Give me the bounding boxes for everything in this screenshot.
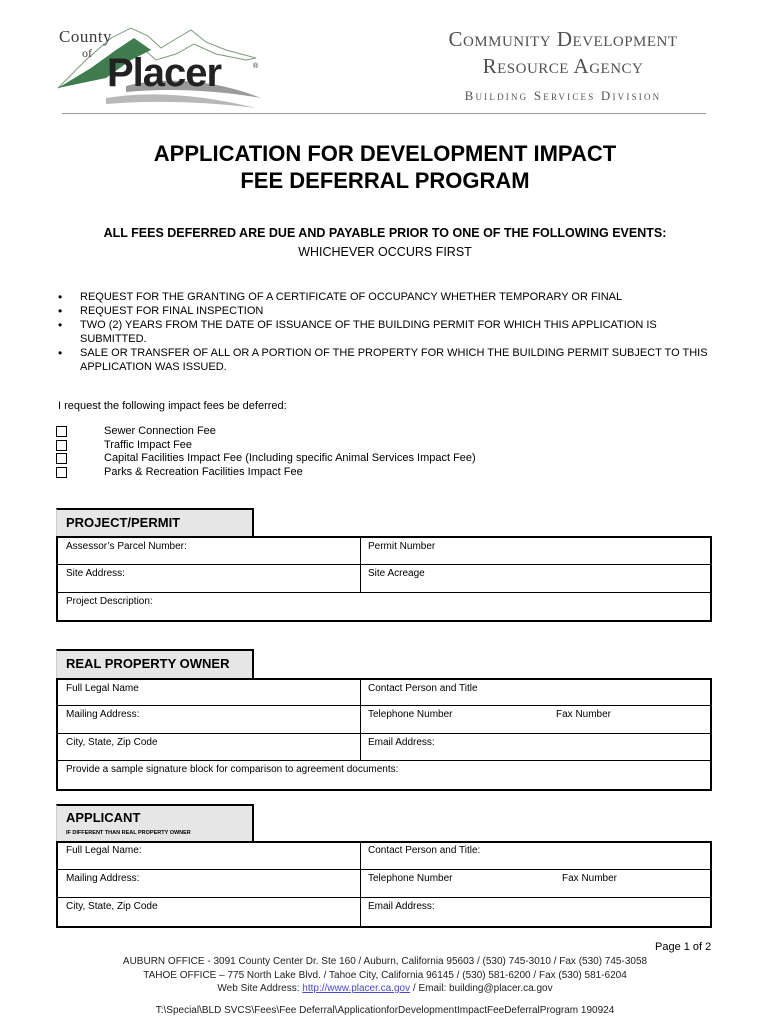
owner-contact-field[interactable]: Contact Person and Title (368, 683, 478, 694)
fee-option-parks (56, 466, 476, 480)
applicant-section-label (56, 804, 254, 842)
notice-subheading: WHICHEVER OCCURS FIRST (298, 245, 472, 259)
project-row-1 (58, 538, 710, 565)
column-divider (360, 538, 361, 564)
applicant-row-3 (58, 898, 710, 926)
logo-of-text: of (82, 46, 92, 60)
applicant-city-field[interactable]: City, State, Zip Code (66, 901, 158, 912)
traffic-fee-checkbox[interactable] (56, 440, 67, 451)
website-link[interactable]: http://www.placer.ca.gov (302, 983, 411, 994)
section-title: REAL PROPERTY OWNER (66, 656, 230, 671)
logo-placer-text: Placer (107, 51, 222, 95)
column-divider (360, 898, 361, 926)
owner-fax-field[interactable]: Fax Number (556, 709, 612, 720)
owner-mailing-field[interactable]: Mailing Address: (66, 709, 140, 720)
email-text: / Email: building@placer.ca.gov (410, 983, 553, 994)
fee-label: Traffic Impact Fee (104, 438, 193, 451)
owner-section-label (56, 649, 254, 679)
apn-field[interactable]: Assessor’s Parcel Number: (66, 541, 187, 552)
column-divider (360, 870, 361, 897)
list-item: • SALE OR TRANSFER OF ALL OR A PORTION OF THE PROPERTY FOR WHICH THE BUILDING PERMIT SUBJECT TO THIS APPLICATION WAS ISSUED. (58, 346, 718, 374)
applicant-contact-field[interactable]: Contact Person and Title: (368, 845, 481, 856)
fee-checklist (56, 425, 476, 479)
column-divider (360, 734, 361, 760)
fee-option-capital (56, 452, 476, 466)
applicant-email-field[interactable]: Email Address: (368, 901, 435, 912)
permit-number-field[interactable]: Permit Number (368, 541, 436, 552)
applicant-form (56, 841, 712, 928)
fee-label: Sewer Connection Fee (104, 425, 216, 437)
page-number: Page 1 of 2 (655, 941, 712, 953)
capital-fee-checkbox[interactable] (56, 453, 67, 464)
column-divider (360, 706, 361, 733)
list-item: • REQUEST FOR THE GRANTING OF A CERTIFICATE OF OCCUPANCY WHETHER TEMPORARY OR FINAL (58, 290, 718, 304)
section-subtitle: IF DIFFERENT THAN REAL PROPERTY OWNER (66, 830, 191, 836)
events-list (58, 290, 718, 374)
owner-email-field[interactable]: Email Address: (368, 737, 435, 748)
fee-option-sewer (56, 425, 476, 439)
file-path: T:\Special\BLD SVCS\Fees\Fee Deferral\ApplicationforDevelopmentImpactFeeDeferralProgram 190924 (155, 1005, 615, 1016)
logo-county-text: County (59, 27, 113, 46)
agency-name-line2: Resource Agency (482, 54, 644, 78)
applicant-phone-field[interactable]: Telephone Number (368, 873, 453, 884)
owner-row-1 (58, 680, 710, 706)
applicant-legal-name-field[interactable]: Full Legal Name: (66, 845, 142, 856)
applicant-mailing-field[interactable]: Mailing Address: (66, 873, 140, 884)
column-divider (360, 680, 361, 705)
column-divider (360, 843, 361, 869)
column-divider (360, 565, 361, 592)
owner-signature-field[interactable]: Provide a sample signature block for comparison to agreement documents: (66, 764, 399, 775)
section-title: PROJECT/PERMIT (66, 515, 181, 530)
logo-registered-mark: ® (253, 63, 259, 70)
applicant-fax-field[interactable]: Fax Number (562, 873, 618, 884)
list-item: • TWO (2) YEARS FROM THE DATE OF ISSUANCE OF THE BUILDING PERMIT FOR WHICH THIS APPLICATION IS SUBMITTED. (58, 318, 718, 346)
form-title-line2: FEE DEFERRAL PROGRAM (240, 168, 530, 193)
form-title-line1: APPLICATION FOR DEVELOPMENT IMPACT (153, 141, 617, 166)
owner-row-2 (58, 706, 710, 734)
owner-form (56, 678, 712, 791)
fees-intro: I request the following impact fees be deferred: (58, 400, 287, 412)
site-acreage-field[interactable]: Site Acreage (368, 568, 425, 579)
fee-label: Capital Facilities Impact Fee (Including specific Animal Services Impact Fee) (104, 452, 476, 464)
owner-row-4 (58, 761, 710, 789)
owner-row-3 (58, 734, 710, 761)
auburn-office-address: AUBURN OFFICE - 3091 County Center Dr. Ste 160 / Auburn, California 95603 / (530) 745-3010 / Fax (530) 745-3058 (122, 956, 648, 967)
header-divider (62, 113, 706, 114)
web-contact-line (0, 983, 770, 994)
division-name: Building Services Division (464, 88, 662, 103)
parks-fee-checkbox[interactable] (56, 467, 67, 478)
web-label: Web Site Address: (217, 983, 303, 994)
tahoe-office-address: TAHOE OFFICE – 775 North Lake Blvd. / Tahoe City, California 96145 / (530) 581-6200 / Fax (530) 581-6204 (143, 970, 627, 981)
list-item: • REQUEST FOR FINAL INSPECTION (58, 304, 718, 318)
owner-phone-field[interactable]: Telephone Number (368, 709, 453, 720)
project-description-field[interactable]: Project Description: (66, 596, 153, 607)
sewer-fee-checkbox[interactable] (56, 426, 67, 437)
fee-label: Parks & Recreation Facilities Impact Fee (104, 465, 303, 478)
owner-legal-name-field[interactable]: Full Legal Name (66, 683, 139, 694)
project-row-2 (58, 565, 710, 593)
project-form (56, 536, 712, 622)
site-address-field[interactable]: Site Address: (66, 568, 125, 579)
fee-option-traffic (56, 439, 476, 453)
agency-name-line1: Community Development (448, 27, 678, 51)
applicant-row-2 (58, 870, 710, 898)
notice-heading: ALL FEES DEFERRED ARE DUE AND PAYABLE PRIOR TO ONE OF THE FOLLOWING EVENTS: (103, 226, 667, 240)
project-section-label (56, 508, 254, 537)
section-title: APPLICANT (66, 810, 141, 825)
applicant-row-1 (58, 843, 710, 870)
project-row-3 (58, 593, 710, 620)
owner-city-field[interactable]: City, State, Zip Code (66, 737, 158, 748)
